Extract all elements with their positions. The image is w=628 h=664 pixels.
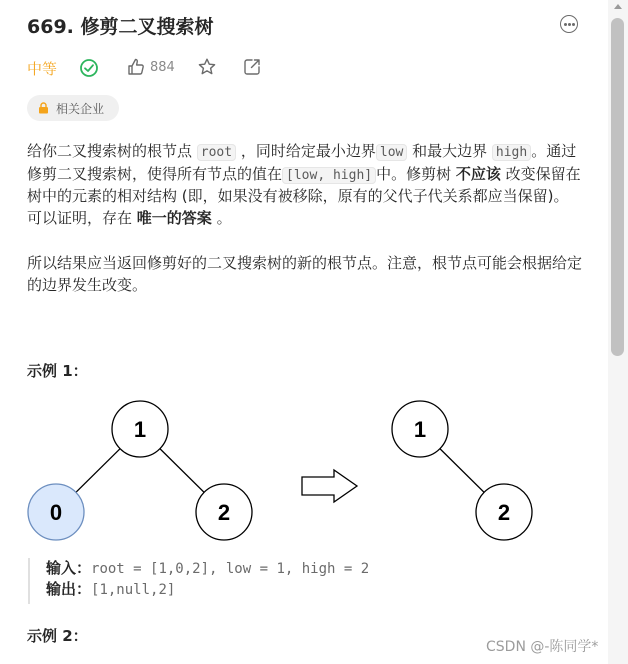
node-label: 1 bbox=[413, 417, 427, 442]
scrollbar-thumb[interactable] bbox=[611, 18, 624, 356]
code-range: [low, high] bbox=[282, 167, 376, 184]
more-options-button[interactable] bbox=[560, 15, 578, 33]
node-label: 2 bbox=[497, 500, 511, 525]
tree-after bbox=[392, 401, 532, 540]
node-label: 1 bbox=[133, 417, 147, 442]
like-count: 884 bbox=[150, 60, 175, 75]
description-paragraph-1: 给你二叉搜索树的根节点 root ，同时给定最小边界 low 和最大边界 high 。通过修剪二叉搜索树，使得所有节点的值在 [low, high] 中。修剪树 不应该 改变保留在树中的元素的相对结构 (即，如果没有被移除，原有的父代子代关系都应当保留)。 可以证明，存在 唯一的答案 。 bbox=[27, 142, 581, 227]
example-output-line bbox=[46, 579, 468, 600]
tree-before bbox=[28, 401, 252, 540]
example-input-line bbox=[46, 558, 468, 579]
output-label: 输出： bbox=[46, 580, 92, 598]
lock-icon bbox=[38, 102, 49, 114]
example-1-tree-diagram bbox=[20, 392, 540, 548]
thumbs-up-icon[interactable] bbox=[126, 57, 146, 77]
scroll-up-icon[interactable] bbox=[614, 4, 622, 9]
more-dot-icon bbox=[564, 23, 567, 26]
accepted-check-icon bbox=[79, 58, 99, 78]
output-value: [1,null,2] bbox=[91, 582, 176, 598]
bold-should-not: 不应该 bbox=[455, 164, 501, 183]
bold-unique-answer: 唯一的答案 bbox=[136, 208, 212, 227]
code-root: root bbox=[197, 144, 236, 161]
input-value: root = [1,0,2], low = 1, high = 2 bbox=[91, 561, 370, 577]
watermark: CSDN @-陈同学* bbox=[486, 639, 599, 655]
problem-meta-bar bbox=[27, 56, 327, 80]
node-label: 2 bbox=[217, 500, 231, 525]
problem-title: 669. 修剪二叉搜索树 bbox=[27, 16, 214, 38]
input-label: 输入： bbox=[46, 559, 92, 577]
code-low: low bbox=[376, 144, 407, 161]
code-high: high bbox=[492, 144, 531, 161]
node-label: 0 bbox=[49, 500, 63, 525]
example-1-title: 示例 1： bbox=[27, 362, 88, 380]
star-icon[interactable] bbox=[197, 57, 217, 77]
tag-label: 相关企业 bbox=[56, 102, 105, 116]
example-1-io-block bbox=[28, 558, 468, 604]
example-2-title: 示例 2： bbox=[27, 627, 88, 645]
right-arrow-icon bbox=[302, 470, 357, 502]
description-paragraph-2: 所以结果应当返回修剪好的二叉搜索树的新的根节点。注意，根节点可能会根据给定的边界发生改变。 bbox=[27, 254, 583, 294]
related-companies-tag[interactable] bbox=[27, 95, 119, 121]
difficulty-badge: 中等 bbox=[27, 60, 58, 78]
share-icon[interactable] bbox=[242, 57, 262, 77]
vertical-scrollbar[interactable] bbox=[608, 0, 628, 664]
more-dot-icon bbox=[568, 23, 571, 26]
more-dot-icon bbox=[572, 23, 575, 26]
